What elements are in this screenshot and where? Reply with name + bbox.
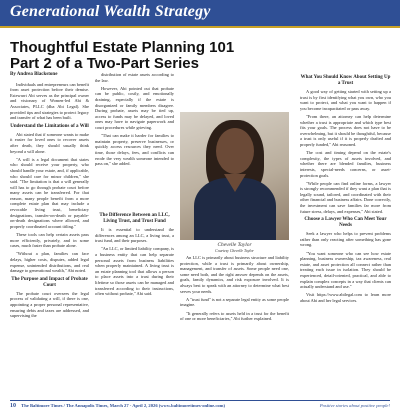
- article-column-2-lower: [95, 210, 174, 299]
- byline: By Andrea Blackstone: [10, 72, 58, 77]
- paragraph: "While people can find online forms, a lawyer is strongly recommended if they want a plan that is legally sound, tailored, and coordinated with their other financial and business affairs. Done correctly, the investment can save families far more from future stress, delays, and expenses," Abi stated.: [300, 180, 391, 214]
- paragraph: "A will is a legal document that states who should receive your property, who should handle your estate, and, if applicable, who should care for minor children," she said. "The limitation is that a will generally will has to go through probate court before many assets can be transferred. For that reason, many people benefit from a more complete estate plan that may include a revocable living trust, beneficiary designations, transfer-on-death or payable-on-death designations where allowed, and properly coordinated account titling.": [10, 156, 89, 229]
- photo-caption: [180, 242, 289, 254]
- article-column-3: [180, 255, 289, 324]
- paragraph: The cost and timing depend on the estate's complexity, the types of assets involved, and whether there are blended families, business interests, special-needs concerns, or asset-protection goals.: [300, 150, 391, 178]
- publication-info: The Baltimore Times / The Annapolis Times, March 27 - April 2, 2026 (www.baltimoretimes-online.com): [21, 403, 226, 408]
- paragraph: The probate court oversees the legal process of validating a will, if there is one, appointing a proper personal representative, ensuring debts and taxes are addressed, and supervising the: [10, 290, 89, 319]
- footer-divider: [10, 400, 390, 401]
- subheading: Choose a Lawyer Who Can Meet Your Needs: [304, 217, 387, 229]
- paragraph: These tools can help certain assets pass more efficiently, privately, and in some cases, much faster than probate alone.: [10, 232, 89, 249]
- footer-tagline: Positive stories about positive people!: [319, 403, 390, 408]
- paragraph: Seek a lawyer who helps to prevent problems rather than only reacting after something has gone wrong.: [300, 231, 391, 248]
- section-banner: [0, 0, 400, 28]
- paragraph: An LLC is primarily about business structure and liability protection, while a trust is primarily about ownership, management, and transfer of assets. Some people need one, some need both, and the right answer depends on the assets, goals, family dynamics, and risk exposure involved. It is always best to speak with an attorney to determine what best serves your needs.: [180, 255, 289, 294]
- headline-line-1: Thoughtful Estate Planning 101: [10, 39, 235, 56]
- paragraph: "That can make it harder for families to maintain property, preserve businesses, or quickly access resources they need. Over time, those delays, fees, and conflicts can erode the very wealth someone intended to pass on," she added.: [95, 133, 174, 167]
- paragraph: However, Abi pointed out that probate can be public, costly, and emotionally draining, especially if the estate is disorganized or family members disagree. During probate, assets may be tied up, access to funds may be delayed, and loved ones may have to navigate paperwork and court procedures while grieving.: [95, 85, 174, 130]
- subheading: Understand the Limitations of a Will: [10, 123, 89, 129]
- paragraph: A "trust fund" is not a separate legal entity as some people imagine.: [180, 296, 289, 308]
- paragraph: "It generally refers to assets held in a trust for the benefit of one or more beneficiaries," Abi further explained.: [180, 310, 289, 322]
- paragraph: "An LLC, or limited liability company, is a business entity that can help separate personal assets from business liabilities when properly maintained. A living trust is an estate planning tool that allows a person to place assets into a trust during their lifetime so those assets can be managed and transferred according to their instructions, often without probate," Abi said.: [95, 246, 174, 297]
- paragraph: "Without a plan, families can face delays, higher costs, disputes, added legal expense, unintended distributions, and real damage to generational wealth," Abi noted.: [10, 251, 89, 274]
- photo-credit: Courtesy Chevelle Taylor: [215, 249, 254, 253]
- page-footer: [10, 402, 390, 410]
- paragraph: A good way of getting started with setting up a trust is by first identifying what you own, who you want to protect, and what you want to happen if you become incapacitated or pass away.: [300, 89, 391, 111]
- subheading: The Difference Between an LLC, Living Trust, and Trust Fund: [99, 213, 170, 224]
- article-column-2: [95, 72, 174, 169]
- paragraph: It is essential to understand the differences among an LLC, a living trust, a trust fund, and their purposes.: [95, 227, 174, 244]
- paragraph: "You want someone who can see how estate planning, business ownership, tax awareness, real estate, and asset protection all connect rather than treating each issue in isolation. They should be experienced, detail-oriented, practical, and able to explain complex concepts in a way that clients can actually understand and use.": [300, 250, 391, 290]
- headline-line-2: Part 2 of a Two-Part Series: [10, 55, 199, 72]
- paragraph: Abi stated that if someone wants to make it easier for loved ones to recover assets after death, they should usually think beyond a will alone.: [10, 131, 89, 154]
- paragraph: Individuals and entrepreneurs can benefit from asset protection before their demise. Estewarrt Abi serves as the principal owner and visionary of Women-led Abi & Associates, PLLC (dba Abi Legal). She provided tips and strategies to protect legacy and transfer of what has been built.: [10, 81, 89, 121]
- page-number: 10: [10, 403, 16, 409]
- paragraph: distribution of estate assets according to the law.: [95, 72, 174, 83]
- paragraph: "From there, an attorney can help determine whether a trust is appropriate and which type best fits your goals. The process does not have to be overwhelming, but it should be thoughtful, because a trust is only useful if it is properly drafted and properly funded," Abi reasoned.: [300, 113, 391, 147]
- portrait-face: [216, 128, 254, 174]
- article-column-1: [10, 72, 89, 321]
- portrait-photo: [180, 112, 289, 240]
- caption-name: Chevelle Taylor: [217, 242, 252, 248]
- article-column-4: [300, 72, 391, 306]
- paragraph: Visit https://www.abilegal.com to learn more about Abi and her legal services.: [300, 292, 391, 303]
- subheading: The Purpose and Impact of Probate Court: [11, 276, 88, 288]
- article-headline: [10, 40, 390, 72]
- section-title: Generational Wealth Strategy: [10, 3, 211, 20]
- subheading: What You Should Know About Setting Up a Trust: [300, 75, 391, 86]
